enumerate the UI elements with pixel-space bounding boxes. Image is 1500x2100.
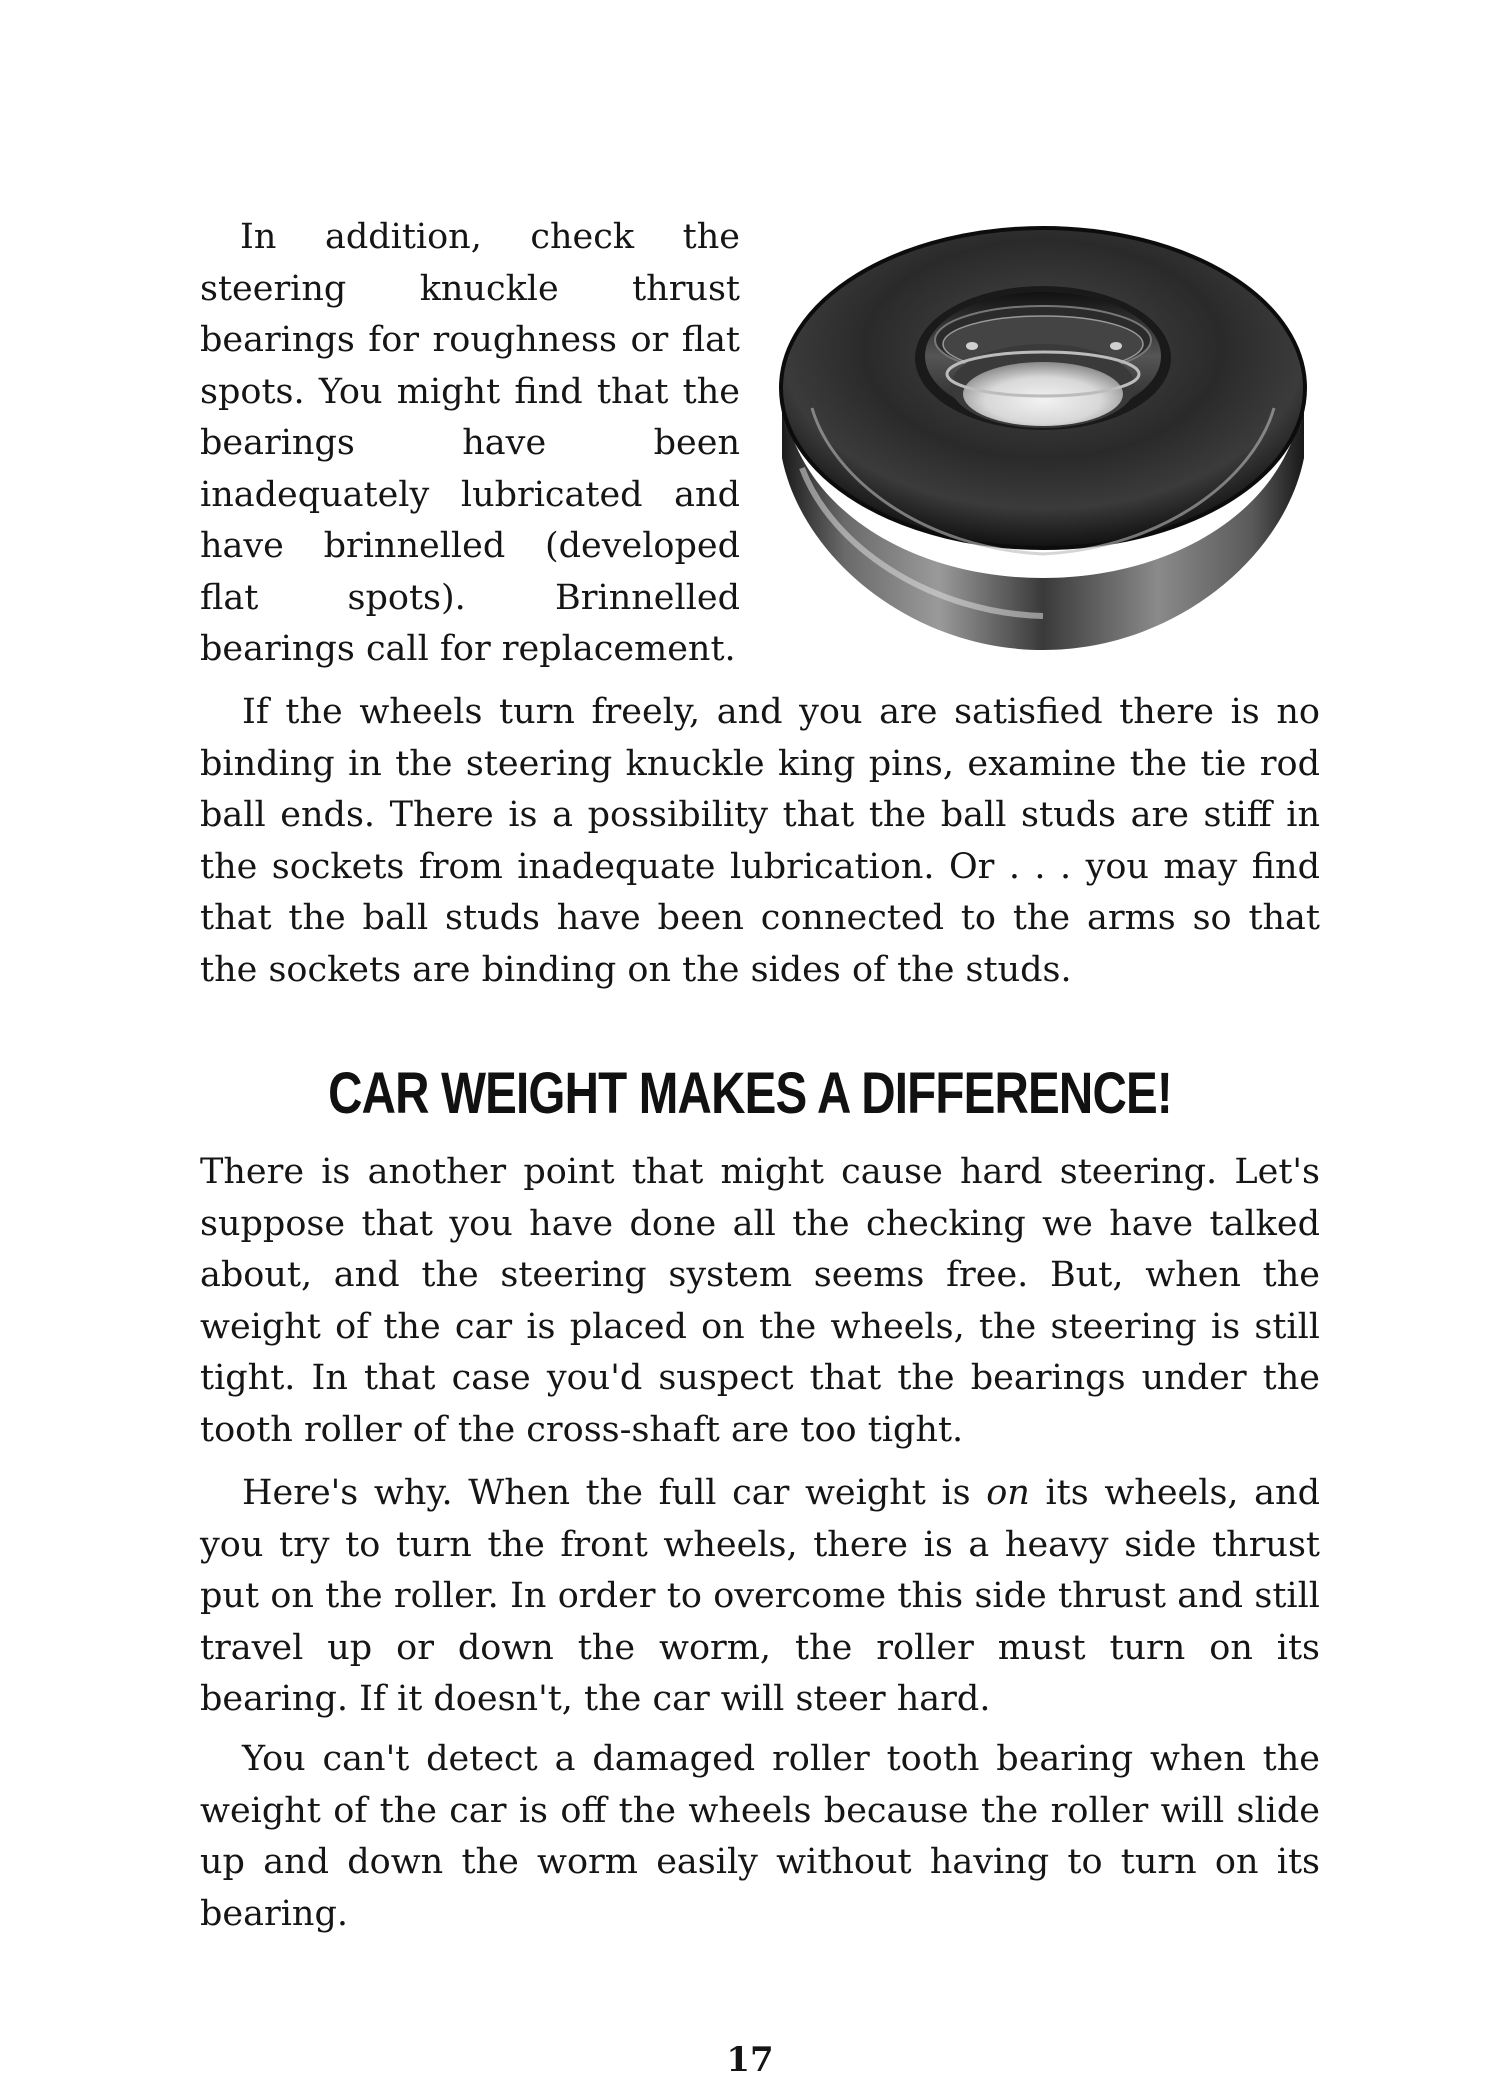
- page-number: 17: [726, 2040, 774, 2080]
- heres-text-after: its wheels, and you try to turn the front wheels, there is a heavy side thrust put on the roller. In order to overcome this side thrust and still travel up or down the worm, the roller must turn on its bearing. If it doesn't, the car will steer hard.: [200, 1473, 1320, 1719]
- intro-paragraph: In addition, check the steering knuckle thrust bearings for roughness or flat spots. You might find that the bearings have been inadequately lubricated and have brinnelled (developed flat spots). Brinnelled bearings call for replacement.: [200, 217, 740, 669]
- paragraph-wheels: If the wheels turn freely, and you are satisfied there is no binding in the steering knuckle king pins, examine the tie rod ball ends. There is a possibility that the ball studs are stiff in the sockets from inadequate lubrication. Or . . . you may find that the ball studs have been connected to the arms so that the sockets are binding on the sides of the studs.: [200, 692, 1320, 990]
- paragraph-heres-why: [200, 1468, 1320, 1726]
- section-heading: CAR WEIGHT MAKES A DIFFERENCE!: [328, 1061, 1172, 1126]
- paragraph-detect: You can't detect a damaged roller tooth bearing when the weight of the car is off the wheels because the roller will slide up and down the worm easily without having to turn on its bearing.: [200, 1739, 1320, 1934]
- thrust-bearing-illustration: [772, 218, 1314, 663]
- paragraph-another-point: There is another point that might cause hard steering. Let's suppose that you have done all the checking we have talked about, and the steering system seems free. But, when the weight of the car is placed on the wheels, the steering is still tight. In that case you'd suspect that the bearings under the tooth roller of the cross-shaft are too tight.: [200, 1152, 1320, 1450]
- emphasis-on: on: [986, 1473, 1030, 1513]
- heres-text-before: Here's why. When the full car weight is: [242, 1473, 987, 1513]
